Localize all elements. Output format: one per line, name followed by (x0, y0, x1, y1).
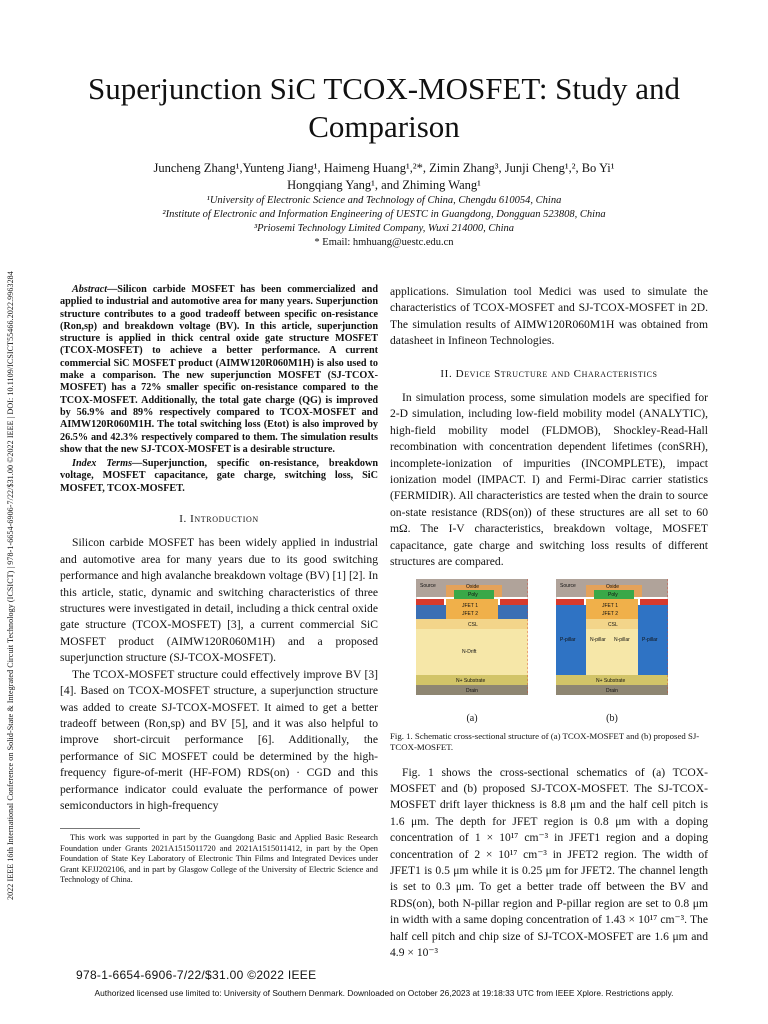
intro-paragraph-2: The TCOX-MOSFET structure could effectively improve BV [3] [4]. Based on TCOX-MOSFET structure, a superjunction structure was added to create SJ-TCOX-MOSFET. It aimed to get a better tradeoff between (Ron,sp) and BV [5], and it was also helpful to improve short-circuit performance [6]. Additionally, the performance of SiC MOSFET could be determined by the high-frequency figure-of-merit (HF-FOM) RDS(on) · CGD and this performance indicator could evaluate the performance of power semiconductors in high-frequency (60, 667, 378, 812)
npillar-region (586, 629, 638, 675)
affiliation-3: ³Priosemi Technology Limited Company, Wuxi 214000, China (253, 223, 514, 234)
abstract-text: —Silicon carbide MOSFET has been commercialized and applied to industrial and automotive area for many years. Superjunction structure contributes to a good tradeoff between specific on-resistance (Ron,sp) and breakdown voltage (BV). In this article, superjunction structure is applied in thick central oxide gate structure MOSFET (TCOX-MOSFET) to achieve a better performance. A current commercial SiC MOSFET product (AIMW120R060M1H) is also used to make a comparison. The new superjunction MOSFET (SJ-TCOX-MOSFET) has a 72% smaller specific on-resistance compared to the TCOX-MOSFET. Additionally, the total gate charge (QG) is improved by 56.9% and 89% respectively compared to TCOX-MOSFET and AIMW120R060M1H. The total switching loss (Etot) is also improved by 26.5% and 42.3% respectively compared to them. The simulation results show that the new SJ-TCOX-MOSFET is a desirable structure. (60, 284, 378, 455)
figure-1b-sj-tcox-schematic (556, 579, 668, 695)
affiliations (90, 194, 678, 250)
label-npillar-left: N-pillar (590, 636, 606, 643)
author-list (90, 160, 678, 194)
figure-1 (390, 579, 708, 727)
right-paragraph-2: In simulation process, some simulation models are specified for 2-D simulation, including low-field mobility model (ANALYTIC), high-field mobility model (FLDMOB), Shockley-Read-Hall recombination with concentration dependent lifetimes (conSRH), incomplete-ionization of impurities (INCOMPLETE), impact ionization model (IMPACT. I) and Fermi-Dirac carrier statistics (FERMIDIR). All characteristics are tested when the drain to source on-state resistance (RDS(on)) of these structures are all set to 60 mΩ. The I-V characteristics, breakdown voltage, MOSFET capacitance, gate charge and switching loss results of different structures are compared. (390, 391, 708, 569)
label-ppillar-left: P-pillar (560, 636, 576, 643)
right-column (390, 284, 708, 961)
label-source-a: Source (420, 582, 436, 589)
label-jfet1-a: JFET 1 (462, 602, 479, 609)
footnote-divider (60, 828, 140, 829)
abstract (60, 284, 378, 456)
index-terms-text: —Superjunction, specific on-resistance, breakdown voltage, MOSFET capacitance, gate charge, switching loss, SiC MOSFET, TCOX-MOSFET. (60, 458, 378, 494)
license-notice: Authorized licensed use limited to: University of Southern Denmark. Downloaded on October 26,2023 at 19:18:33 UTC from IEEE Xplore. Restrictions apply. (94, 988, 674, 998)
label-jfet2-b: JFET 2 (602, 610, 619, 617)
figure-1b-label: (b) (606, 712, 618, 724)
figure-1a-label: (a) (466, 712, 478, 724)
sidebar-citation: 2022 IEEE 16th International Conference on Solid-State & Integrated Circuit Technology (ICSICT) | 978-1-6654-6906-7/22/$31.00 ©2022 IEEE | DOI: 10.1109/ICSICT55466.2022.9963284 (6, 271, 15, 900)
pbody-right (498, 605, 528, 619)
affiliation-2: ²Institute of Electronic and Information Engineering of UESTC in Guangdong, Dongguan 523808, China (162, 209, 606, 220)
label-jfet1-b: JFET 1 (602, 602, 619, 609)
index-terms (60, 458, 378, 495)
label-jfet2-a: JFET 2 (462, 610, 479, 617)
label-csl-b: CSL (608, 621, 618, 628)
label-poly-a: Poly (468, 591, 478, 598)
funding-footnote: This work was supported in part by the Guangdong Basic and Applied Basic Research Foundation under Grants 2021A1515011720 and 2021A1515011412, in part by the Open Foundation of State Key Laboratory of Electronic Thin Films and Integrated Devices under Grant KFJJ202106, and in part by Glasgow College of the University of Electric Science and Technology of China. (60, 833, 378, 884)
label-ppillar-right: P-pillar (642, 636, 658, 643)
label-oxide-b: Oxide (606, 583, 620, 590)
paper-title: Superjunction SiC TCOX-MOSFET: Study and Comparison (87, 71, 681, 144)
left-column (60, 284, 378, 885)
label-csl-a: CSL (468, 621, 478, 628)
label-nsub-b: N+ Substrate (596, 677, 626, 684)
label-poly-b: Poly (608, 591, 618, 598)
email-line: * Email: hmhuang@uestc.edu.cn (314, 237, 454, 248)
isbn-line: 978-1-6654-6906-7/22/$31.00 ©2022 IEEE (76, 968, 317, 982)
intro-paragraph-1: Silicon carbide MOSFET has been widely applied in industrial and automotive area for many years due to its good switching performance and high avalanche breakdown voltage (BV) [1] [2]. In this article, static, dynamic and switching characteristics of three structures were investigated in detail, including a thick central oxide gate structure (TCOX-MOSFET) [3], a current commercial SiC MOSFET product (AIMW120R060M1H) and a proposed superjunction structure (SJ-TCOX-MOSFET). (60, 536, 378, 665)
label-source-b: Source (560, 582, 576, 589)
label-drain-a: Drain (466, 687, 478, 694)
affiliation-1: ¹University of Electronic Science and Technology of China, Chengdu 610054, China (206, 195, 562, 206)
section-heading-device: II. Device Structure and Characteristics (440, 367, 658, 380)
figure-1a-tcox-schematic (416, 579, 528, 695)
label-npillar-right: N-pillar (614, 636, 630, 643)
abstract-label: Abstract (72, 284, 108, 295)
author-line-1: Juncheng Zhang¹,Yunteng Jiang¹, Haimeng Huang¹,²*, Zimin Zhang³, Junji Cheng¹,², Bo Yi¹ (153, 161, 615, 175)
pbody-left (416, 605, 446, 619)
index-terms-label: Index Terms (72, 458, 133, 470)
right-paragraph-1: applications. Simulation tool Medici was used to simulate the characteristics of TCOX-MOSFET and SJ-TCOX-MOSFET in 2D. The simulation results of AIMW120R060M1H was obtained from datasheet in Infineon Technologies. (390, 285, 708, 348)
label-nsub-a: N+ Substrate (456, 677, 486, 684)
figure-1-caption: Fig. 1. Schematic cross-sectional structure of (a) TCOX-MOSFET and (b) proposed SJ-TCOX-MOSFET. (390, 730, 700, 752)
section-heading-introduction: I. Introduction (179, 513, 259, 526)
label-oxide-a: Oxide (466, 583, 480, 590)
right-paragraph-3: Fig. 1 shows the cross-sectional schematics of (a) TCOX-MOSFET and (b) proposed SJ-TCOX-MOSFET. The SJ-TCOX-MOSFET drift layer thickness is 8.8 μm and the half cell pitch is 1.6 μm. The depth for JFET region is 0.8 μm with a doping concentration of 1 × 10¹⁷ cm⁻³ in JFET1 region and a doping concentration of 2 × 10¹⁷ cm⁻³ in JFET2 region. The width of JFET1 is 0.5 μm while it is 0.25 μm for JFET2. The channel length is set to 0.3 μm. To get a better trade off between the BV and RDS(on), both N-pillar region and P-pillar region are set to 0.8 μm in width with a same doping concentration of 1.43 × 10¹⁷ cm⁻³. The half cell pitch and chip size of SJ-TCOX-MOSFET are 1.6 μm and 4.9 × 10⁻³ (390, 765, 708, 959)
label-ndrift-a: N-Drift (462, 648, 477, 655)
label-drain-b: Drain (606, 687, 618, 694)
author-line-2: Hongqiang Yang¹, and Zhiming Wang¹ (287, 178, 481, 192)
